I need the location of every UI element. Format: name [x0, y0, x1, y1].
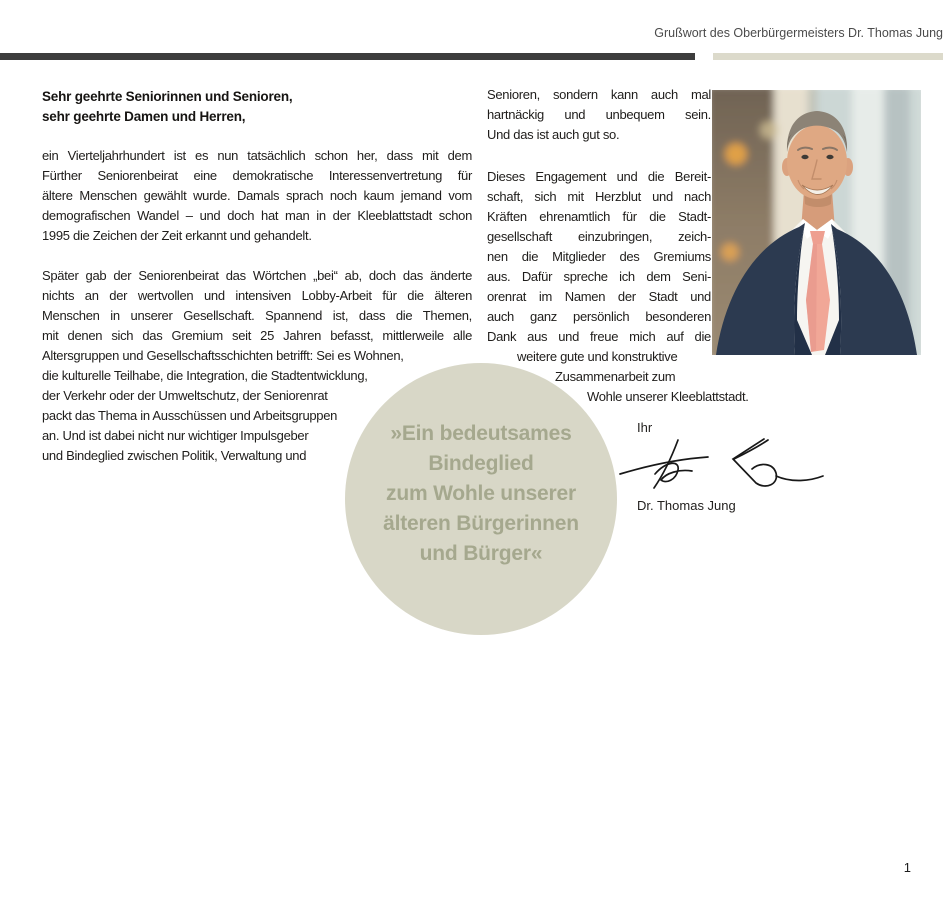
text-line: ein Vierteljahrhundert ist es nun tatsächlich schon her, dass mit dem: [42, 148, 472, 163]
text-line: auch ganz persönlich besonderen: [487, 309, 711, 324]
text-line: Bindeglied: [428, 452, 534, 475]
text-line: aus. Dafür spreche ich dem Seni-: [487, 269, 711, 284]
closing-ihr: Ihr: [637, 420, 653, 435]
text-line: an. Und ist dabei nicht nur wichtiger Impulsgeber: [42, 428, 309, 443]
text-line: demografischen Wandel – und doch hat man in der Kleeblattstadt schon: [42, 208, 472, 223]
text-line: nichts an der wertvollen und intensiven Lobby-Arbeit für die älteren: [42, 288, 472, 303]
salutation: [42, 86, 476, 126]
bokeh-light: [721, 243, 739, 261]
text-line: und Bürger«: [419, 542, 543, 565]
text-line: Kräften ehrenamtlich für die Stadt-: [487, 209, 711, 224]
signature: [616, 432, 826, 496]
signature-scribble: [616, 432, 826, 496]
text-line: Menschen in unserer Gesellschaft. Spannend ist, dass die Themen,: [42, 308, 472, 323]
eye: [826, 155, 833, 159]
body-paragraph-1: [42, 146, 472, 246]
text-line: und Bindeglied zwischen Politik, Verwaltung und: [42, 448, 307, 463]
text-line: Sehr geehrte Seniorinnen und Senioren,: [42, 89, 293, 104]
header-rule-light: [713, 53, 943, 60]
header-rule-dark: [0, 53, 695, 60]
text-line: Altersgruppen und Gesellschaftsschichten betrifft: Sei es Wohnen,: [42, 348, 404, 363]
page-number: 1: [903, 860, 911, 875]
text-line: Senioren, sondern kann auch mal: [487, 87, 711, 102]
page-header-title: Grußwort des Oberbürgermeisters Dr. Thomas Jung: [654, 26, 943, 40]
text-line: schaft, sich mit Herzblut und nach: [487, 189, 711, 204]
text-line: Und das ist auch gut so.: [487, 127, 620, 142]
bokeh-light: [725, 143, 747, 165]
signature-name: Dr. Thomas Jung: [637, 498, 736, 513]
text-line: »Ein bedeutsames: [390, 422, 572, 445]
text-line: weitere gute und konstruktive: [517, 349, 678, 364]
right-paragraph-1: [487, 85, 711, 145]
text-line: Später gab der Seniorenbeirat das Wörtchen „bei“ ab, doch das änderte: [42, 268, 472, 283]
text-line: die kulturelle Teilhabe, die Integration, die Stadtentwicklung,: [42, 368, 368, 383]
text-line: packt das Thema in Ausschüssen und Arbeitsgruppen: [42, 408, 338, 423]
text-line: 1995 die Zeichen der Zeit erkannt und gehandelt.: [42, 228, 312, 243]
bokeh-light: [760, 121, 778, 139]
portrait-photo: [712, 90, 921, 355]
text-line: Dieses Engagement und die Bereit-: [487, 169, 711, 184]
quote-circle: [345, 363, 617, 635]
text-line: Zusammenarbeit zum: [555, 369, 676, 384]
text-line: älteren Bürgerinnen: [383, 512, 579, 535]
text-line: der Verkehr oder der Umweltschutz, der Seniorenrat: [42, 388, 328, 403]
text-line: Wohle unserer Kleeblattstadt.: [587, 389, 749, 404]
text-line: zum Wohle unserer: [386, 482, 576, 505]
text-line: Fürther Seniorenbeirat eine demokratische Interessenvertretung für: [42, 168, 472, 183]
text-line: sehr geehrte Damen und Herren,: [42, 109, 246, 124]
text-line: Dank aus und freue mich auf die: [487, 329, 711, 344]
text-line: mit denen sich das Gremium seit 25 Jahren befasst, mittlerweile alle: [42, 328, 472, 343]
text-line: orenrat im Namen der Stadt und: [487, 289, 711, 304]
eye: [801, 155, 808, 159]
text-line: gesellschaft einzubringen, zeich-: [487, 229, 711, 244]
text-line: nen die Mitglieder des Gremiums: [487, 249, 711, 264]
text-line: hartnäckig und unbequem sein.: [487, 107, 711, 122]
text-line: ältere Menschen gewählt wurde. Damals sprach noch kaum jemand vom: [42, 188, 472, 203]
quote-text: [345, 419, 617, 569]
